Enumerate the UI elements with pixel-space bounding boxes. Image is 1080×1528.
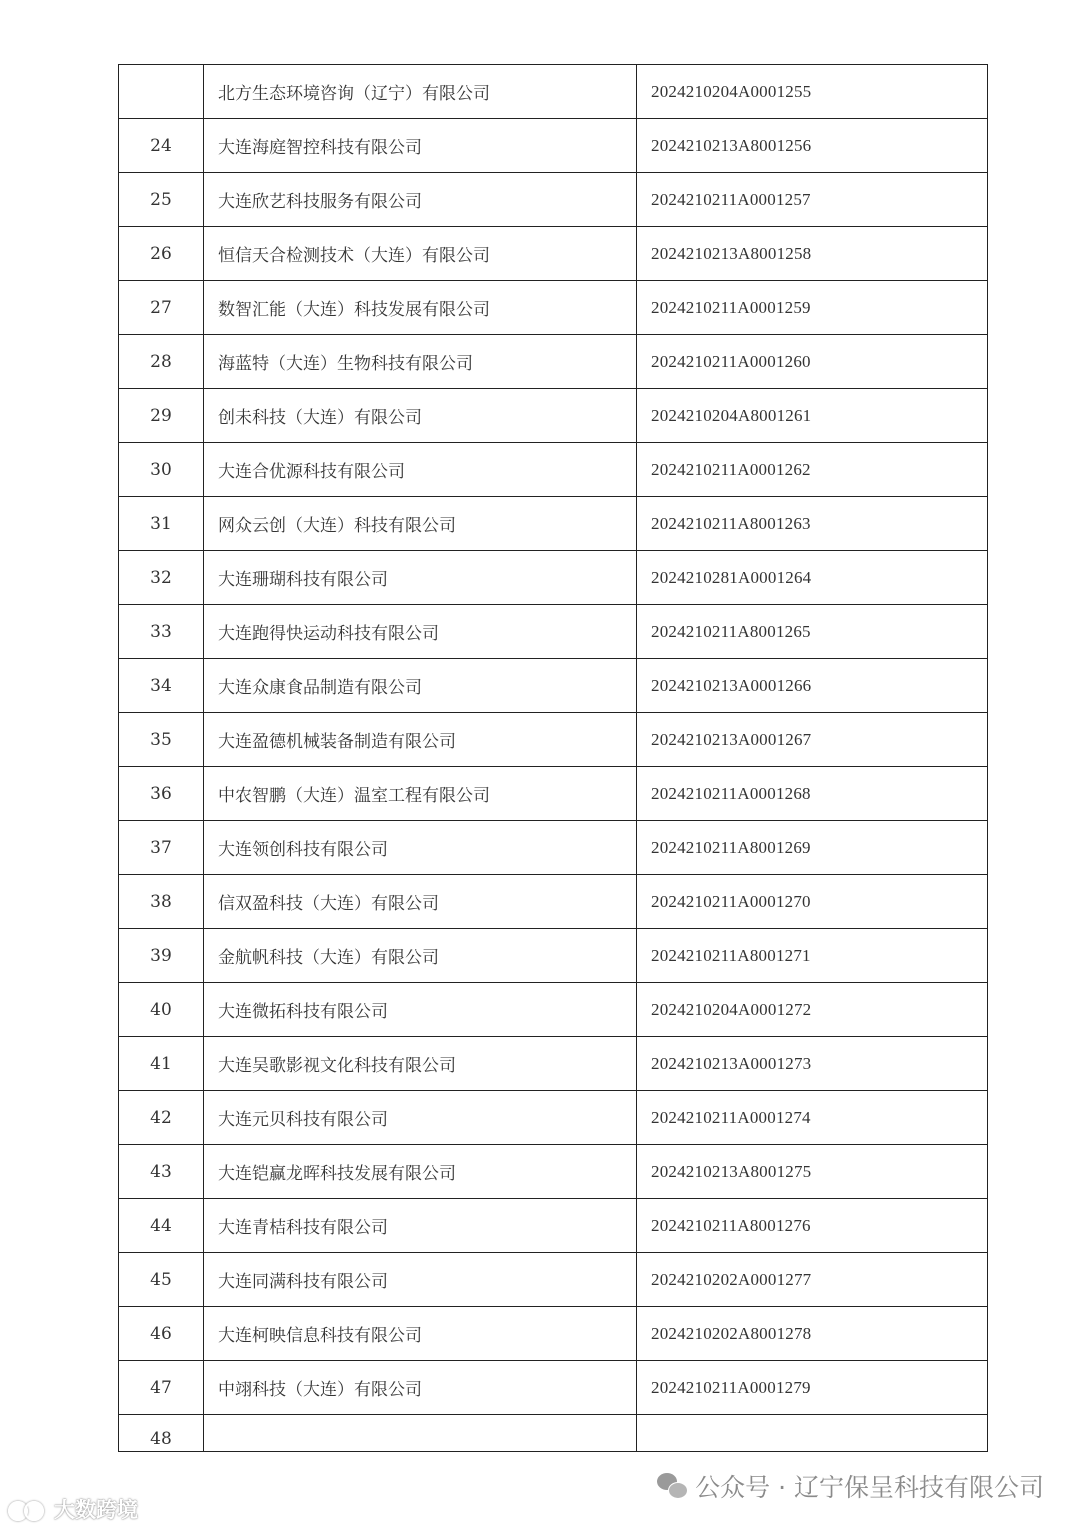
table-row bbox=[119, 551, 988, 605]
row-number-cell: 44 bbox=[119, 1199, 204, 1253]
company-name-cell bbox=[204, 1415, 637, 1452]
registration-code-cell: 2024210211A0001274 bbox=[637, 1091, 988, 1145]
registration-code-cell: 2024210211A0001262 bbox=[637, 443, 988, 497]
registration-code-cell: 2024210211A8001269 bbox=[637, 821, 988, 875]
registration-code-cell: 2024210213A8001275 bbox=[637, 1145, 988, 1199]
table-row bbox=[119, 389, 988, 443]
company-name-cell: 大连青桔科技有限公司 bbox=[204, 1199, 637, 1253]
row-number-cell: 35 bbox=[119, 713, 204, 767]
registration-code-cell: 2024210211A0001270 bbox=[637, 875, 988, 929]
company-name-cell: 恒信天合检测技术（大连）有限公司 bbox=[204, 227, 637, 281]
company-name-cell: 大连元贝科技有限公司 bbox=[204, 1091, 637, 1145]
company-name-cell: 大连微拓科技有限公司 bbox=[204, 983, 637, 1037]
row-number-cell: 48 bbox=[119, 1415, 204, 1452]
company-name-cell: 网众云创（大连）科技有限公司 bbox=[204, 497, 637, 551]
registration-code-cell: 2024210213A0001267 bbox=[637, 713, 988, 767]
registration-code-cell: 2024210211A8001276 bbox=[637, 1199, 988, 1253]
row-number-cell: 45 bbox=[119, 1253, 204, 1307]
registration-code-cell: 2024210211A0001279 bbox=[637, 1361, 988, 1415]
row-number-cell: 27 bbox=[119, 281, 204, 335]
table-row bbox=[119, 1307, 988, 1361]
company-name-cell: 大连海庭智控科技有限公司 bbox=[204, 119, 637, 173]
watermark-account-text: 公众号 · 辽宁保呈科技有限公司 bbox=[695, 1473, 1044, 1502]
row-number-cell: 43 bbox=[119, 1145, 204, 1199]
company-name-cell: 大连柯映信息科技有限公司 bbox=[204, 1307, 637, 1361]
table-row bbox=[119, 1415, 988, 1452]
registration-code-cell: 2024210202A8001278 bbox=[637, 1307, 988, 1361]
company-name-cell: 大连同满科技有限公司 bbox=[204, 1253, 637, 1307]
row-number-cell: 39 bbox=[119, 929, 204, 983]
wechat-icon bbox=[657, 1473, 687, 1499]
table-row bbox=[119, 821, 988, 875]
company-name-cell: 大连跑得快运动科技有限公司 bbox=[204, 605, 637, 659]
row-number-cell: 40 bbox=[119, 983, 204, 1037]
table-row bbox=[119, 659, 988, 713]
row-number-cell: 47 bbox=[119, 1361, 204, 1415]
registration-code-cell: 2024210211A0001268 bbox=[637, 767, 988, 821]
registration-code-cell: 2024210213A0001273 bbox=[637, 1037, 988, 1091]
row-number-cell: 30 bbox=[119, 443, 204, 497]
registration-code-cell: 2024210202A0001277 bbox=[637, 1253, 988, 1307]
registration-code-cell: 2024210213A0001266 bbox=[637, 659, 988, 713]
row-number-cell: 25 bbox=[119, 173, 204, 227]
company-name-cell: 大连吴歌影视文化科技有限公司 bbox=[204, 1037, 637, 1091]
registration-code-cell: 2024210211A0001260 bbox=[637, 335, 988, 389]
table-row bbox=[119, 65, 988, 119]
registration-code-cell: 2024210211A8001271 bbox=[637, 929, 988, 983]
table-row bbox=[119, 173, 988, 227]
row-number-cell: 24 bbox=[119, 119, 204, 173]
row-number-cell: 32 bbox=[119, 551, 204, 605]
table-body bbox=[119, 65, 988, 1452]
registration-code-cell: 2024210281A0001264 bbox=[637, 551, 988, 605]
company-name-cell: 创未科技（大连）有限公司 bbox=[204, 389, 637, 443]
company-name-cell: 大连众康食品制造有限公司 bbox=[204, 659, 637, 713]
table-row bbox=[119, 875, 988, 929]
company-name-cell: 海蓝特（大连）生物科技有限公司 bbox=[204, 335, 637, 389]
row-number-cell: 34 bbox=[119, 659, 204, 713]
row-number-cell: 38 bbox=[119, 875, 204, 929]
watermark-source-text: 大数跨境 bbox=[54, 1498, 138, 1522]
table-row bbox=[119, 497, 988, 551]
company-name-cell: 数智汇能（大连）科技发展有限公司 bbox=[204, 281, 637, 335]
company-name-cell: 金航帆科技（大连）有限公司 bbox=[204, 929, 637, 983]
row-number-cell: 42 bbox=[119, 1091, 204, 1145]
table-row bbox=[119, 1091, 988, 1145]
registration-code-cell: 2024210211A0001259 bbox=[637, 281, 988, 335]
row-number-cell: 37 bbox=[119, 821, 204, 875]
company-name-cell: 北方生态环境咨询（辽宁）有限公司 bbox=[204, 65, 637, 119]
row-number-cell: 26 bbox=[119, 227, 204, 281]
table-row bbox=[119, 1199, 988, 1253]
table-row bbox=[119, 1037, 988, 1091]
registration-code-cell: 2024210204A0001272 bbox=[637, 983, 988, 1037]
registration-code-cell: 2024210204A8001261 bbox=[637, 389, 988, 443]
loop-logo-icon bbox=[6, 1498, 50, 1520]
company-name-cell: 中翊科技（大连）有限公司 bbox=[204, 1361, 637, 1415]
company-name-cell: 大连盈德机械装备制造有限公司 bbox=[204, 713, 637, 767]
table-row bbox=[119, 605, 988, 659]
company-name-cell: 大连欣艺科技服务有限公司 bbox=[204, 173, 637, 227]
row-number-cell: 31 bbox=[119, 497, 204, 551]
company-name-cell: 信双盈科技（大连）有限公司 bbox=[204, 875, 637, 929]
table-row bbox=[119, 767, 988, 821]
registration-code-cell: 2024210211A8001263 bbox=[637, 497, 988, 551]
table-row bbox=[119, 227, 988, 281]
registration-code-cell: 2024210204A0001255 bbox=[637, 65, 988, 119]
table-row bbox=[119, 1361, 988, 1415]
row-number-cell: 33 bbox=[119, 605, 204, 659]
wechat-account-watermark bbox=[657, 1468, 1044, 1504]
registration-code-cell: 2024210213A8001258 bbox=[637, 227, 988, 281]
company-name-cell: 大连珊瑚科技有限公司 bbox=[204, 551, 637, 605]
row-number-cell: 41 bbox=[119, 1037, 204, 1091]
table-row bbox=[119, 335, 988, 389]
table-row bbox=[119, 119, 988, 173]
company-name-cell: 大连领创科技有限公司 bbox=[204, 821, 637, 875]
table-row bbox=[119, 713, 988, 767]
company-name-cell: 中农智鹏（大连）温室工程有限公司 bbox=[204, 767, 637, 821]
row-number-cell: 29 bbox=[119, 389, 204, 443]
row-number-cell: 46 bbox=[119, 1307, 204, 1361]
table-row bbox=[119, 983, 988, 1037]
company-registry-table bbox=[118, 64, 988, 1452]
table-row bbox=[119, 443, 988, 497]
source-watermark bbox=[6, 1494, 138, 1524]
registration-code-cell: 2024210211A0001257 bbox=[637, 173, 988, 227]
table-row bbox=[119, 929, 988, 983]
table-row bbox=[119, 1145, 988, 1199]
registration-code-cell: 2024210211A8001265 bbox=[637, 605, 988, 659]
row-number-cell bbox=[119, 65, 204, 119]
company-name-cell: 大连铠赢龙晖科技发展有限公司 bbox=[204, 1145, 637, 1199]
row-number-cell: 28 bbox=[119, 335, 204, 389]
row-number-cell: 36 bbox=[119, 767, 204, 821]
company-name-cell: 大连合优源科技有限公司 bbox=[204, 443, 637, 497]
registration-code-cell: 2024210213A8001256 bbox=[637, 119, 988, 173]
registration-code-cell bbox=[637, 1415, 988, 1452]
table-row bbox=[119, 281, 988, 335]
table-row bbox=[119, 1253, 988, 1307]
